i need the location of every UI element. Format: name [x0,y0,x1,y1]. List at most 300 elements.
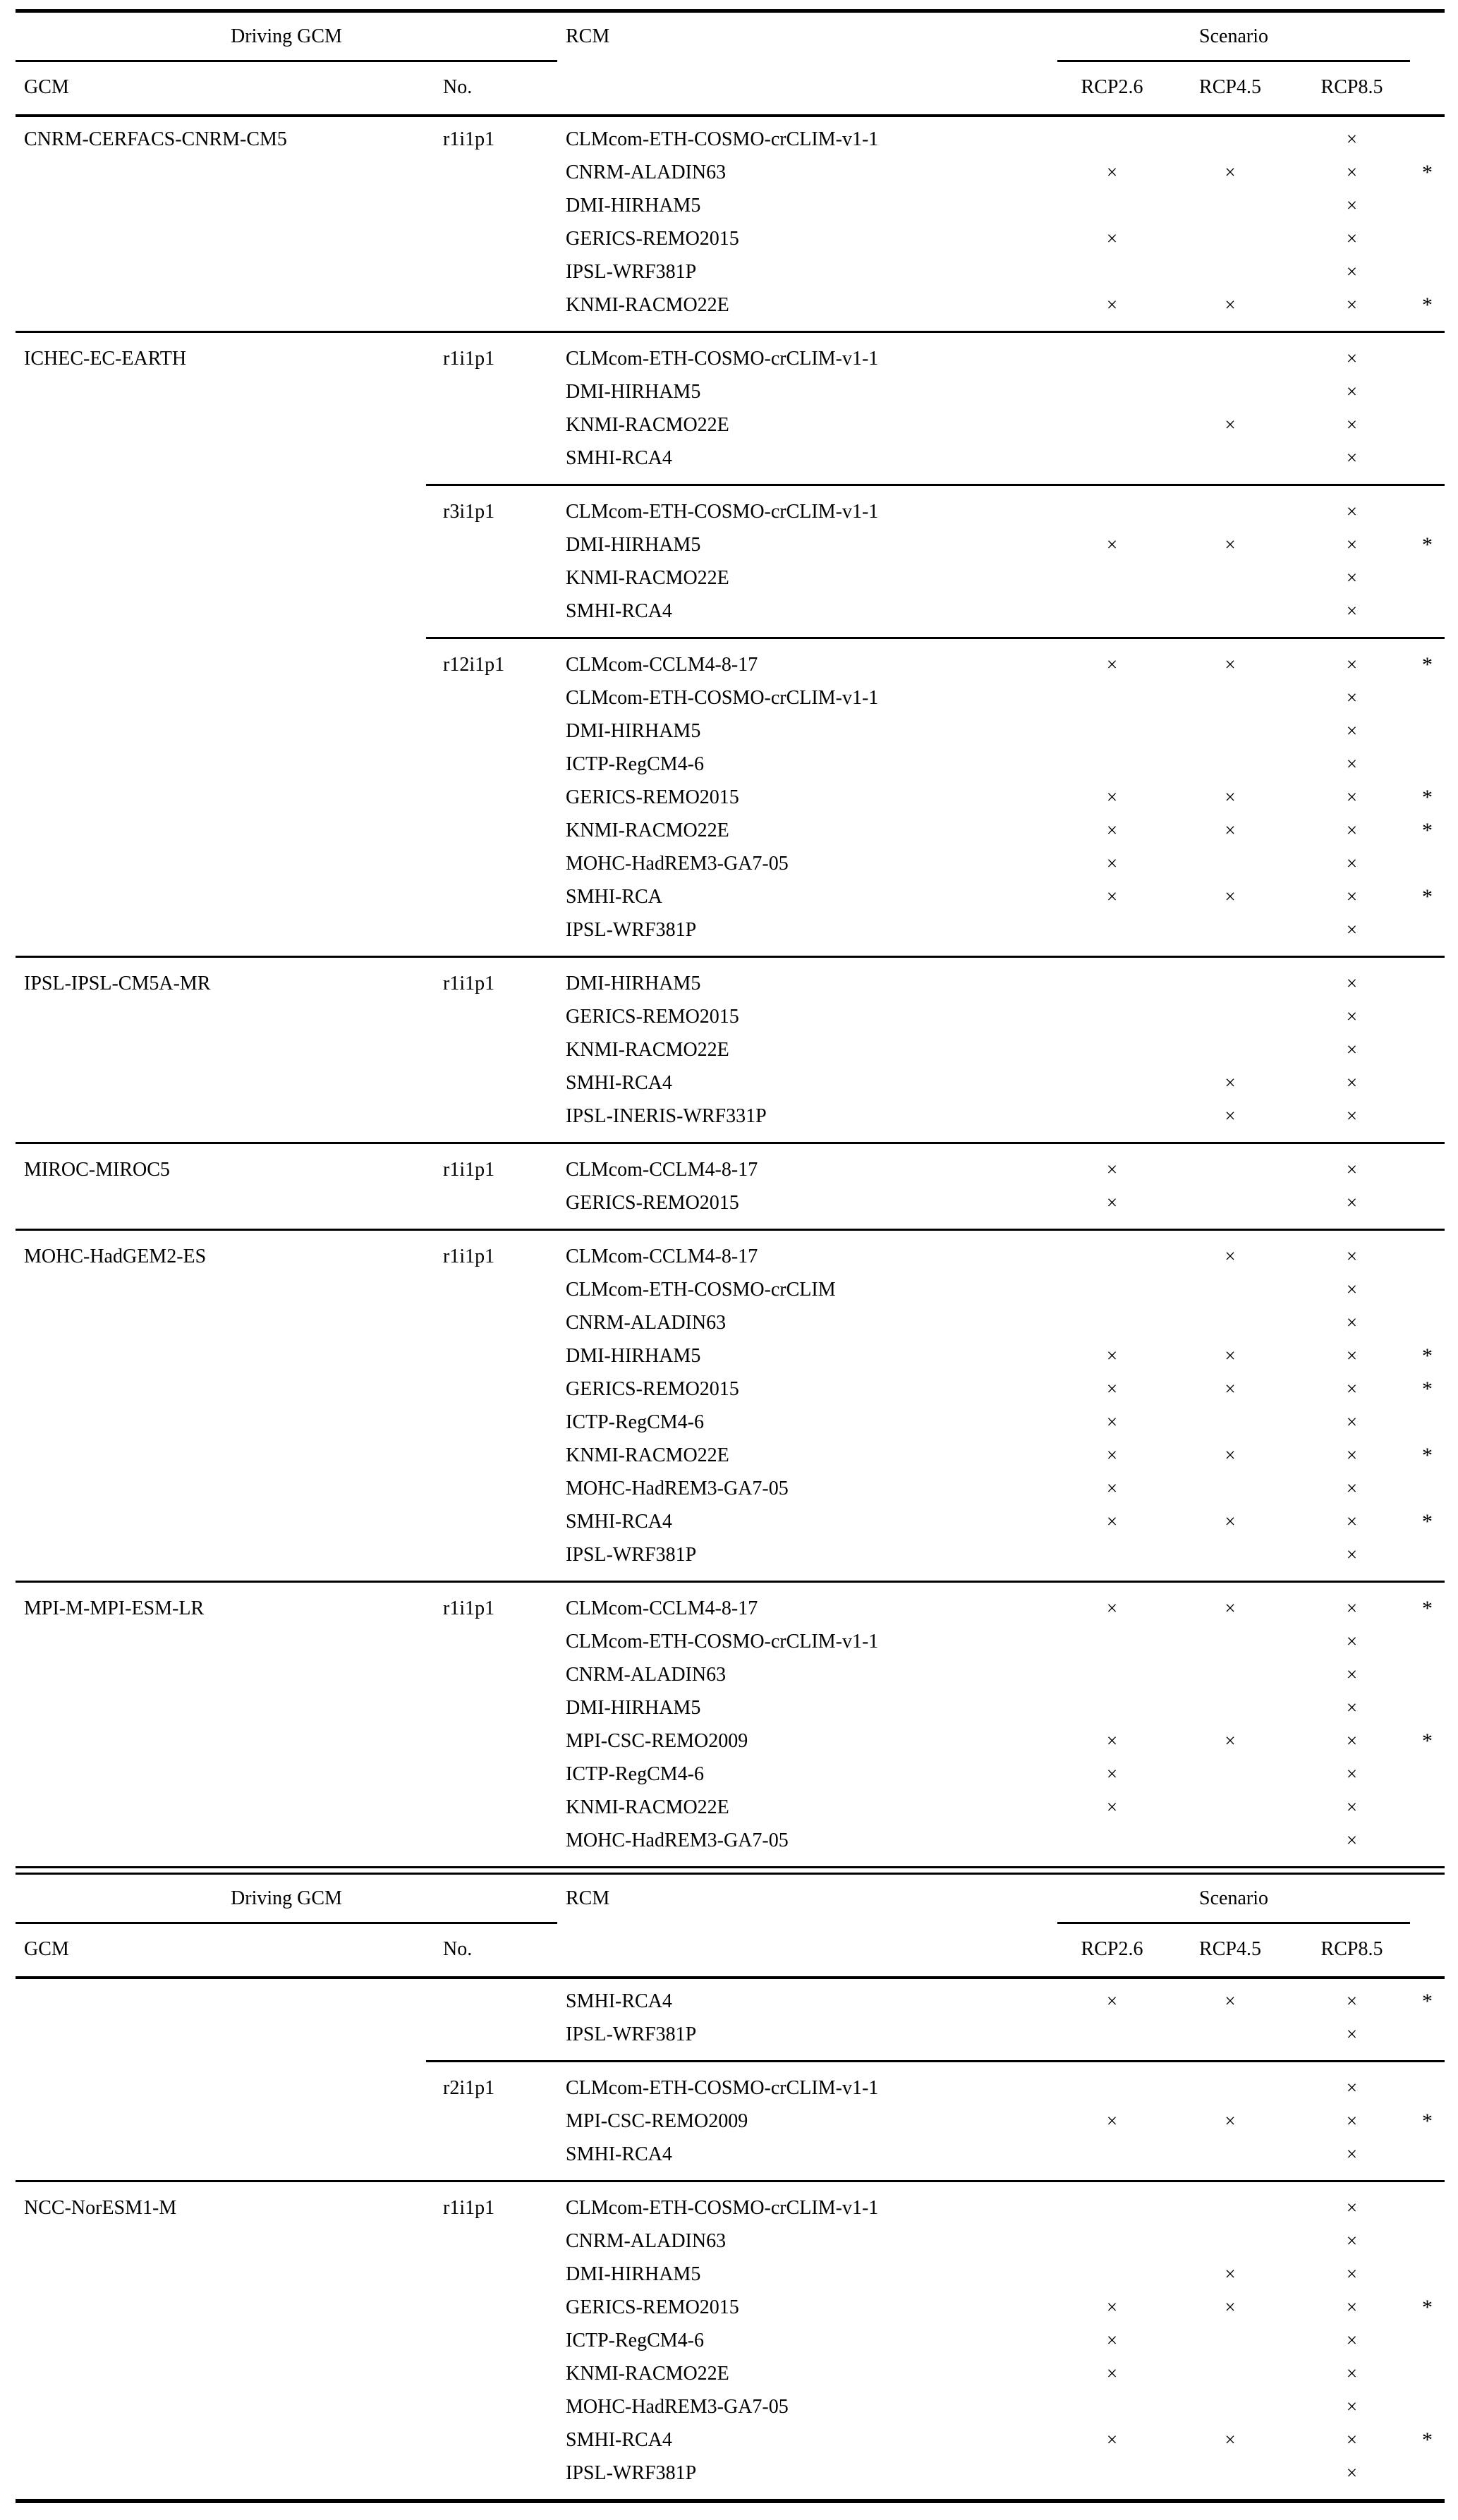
ensemble-member-cell [439,1066,557,1100]
priority-star-cell: * [1422,1990,1433,2013]
rcp45-mark-cell: × [1225,1511,1236,1532]
ensemble-member-cell [439,880,557,913]
rcm-cell: IPSL-INERIS-WRF331P [566,1105,767,1127]
priority-star-cell [1410,2357,1445,2390]
rcp45-mark-cell: × [1225,1378,1236,1399]
table-row [16,1273,1445,1306]
gcm-cell [16,1538,439,1571]
rcp85-mark-cell: × [1346,1246,1358,1267]
rcp45-mark-cell [1167,495,1294,528]
rcp85-mark-cell: × [1346,886,1358,907]
gcm-cell [16,1758,439,1791]
priority-star-cell [1410,1186,1445,1219]
priority-star-cell: * [1422,2428,1433,2452]
table-row [16,1758,1445,1791]
rcm-cell: IPSL-WRF381P [566,919,697,941]
rcp26-mark-cell [1057,1824,1167,1857]
priority-star-cell: * [1422,786,1433,809]
rcm-cell: IPSL-WRF381P [566,261,697,283]
rcp85-mark-cell: × [1346,1378,1358,1399]
gcm-cell [16,1625,439,1658]
priority-star-cell [1410,1033,1445,1066]
rcm-cell: DMI-HIRHAM5 [566,1697,701,1719]
rcm-cell: CLMcom-ETH-COSMO-crCLIM-v1-1 [566,501,879,523]
rcp26-mark-cell [1057,681,1167,714]
table-part-1 [16,0,1445,1868]
table-row [16,2071,1445,2105]
rcp45-mark-cell [1167,1472,1294,1505]
rcm-cell: SMHI-RCA4 [566,447,672,469]
table-row [16,748,1445,781]
priority-star-cell [1410,847,1445,880]
rcm-cell: ICTP-RegCM4-6 [566,1411,704,1433]
priority-star-cell [1410,375,1445,408]
rcp26-mark-cell: × [1106,1763,1118,1784]
ensemble-member-cell: r3i1p1 [443,501,495,523]
gcm-cell [16,2018,439,2051]
rcp85-mark-cell: × [1346,1631,1358,1652]
priority-star-cell [1410,1758,1445,1791]
rcm-cell: GERICS-REMO2015 [566,1378,739,1400]
rcm-cell: MOHC-HadREM3-GA7-05 [566,2396,789,2418]
rcp26-mark-cell: × [1106,2110,1118,2131]
priority-star-cell [1410,1153,1445,1186]
ensemble-member-cell [439,375,557,408]
table-row [16,2191,1445,2224]
ensemble-member-cell: r2i1p1 [443,2077,495,2099]
priority-star-cell: * [1422,2296,1433,2319]
star-column-header [1410,1875,1445,1924]
ensemble-member-cell: r1i1p1 [443,1597,495,1619]
gcm-cell: IPSL-IPSL-CM5A-MR [24,973,211,994]
rcp26-mark-cell [1057,2224,1167,2258]
rcp85-mark-cell: × [1346,2396,1358,2417]
rcp26-mark-cell [1057,495,1167,528]
table-row [16,1824,1445,1857]
rcp45-mark-cell: × [1225,886,1236,907]
ensemble-member-cell [439,561,557,595]
rcp45-mark-cell [1167,1306,1294,1339]
rcp45-mark-cell [1167,847,1294,880]
ensemble-member-cell [439,1406,557,1439]
priority-star-cell [1410,1240,1445,1273]
priority-star-cell [1410,2191,1445,2224]
rcp26-mark-cell [1057,748,1167,781]
rcp45-mark-cell [1167,967,1294,1000]
rcp85-mark-cell: × [1346,654,1358,675]
ensemble-member-cell [439,1658,557,1691]
gcm-cell [16,2138,439,2171]
table-row [16,2138,1445,2171]
rcm-cell: MPI-CSC-REMO2009 [566,1730,748,1752]
gcm-cell [16,1100,439,1133]
ensemble-member-cell [439,1000,557,1033]
priority-star-cell [1410,1625,1445,1658]
ensemble-member-cell [439,2324,557,2357]
rcp26-mark-cell: × [1106,294,1118,315]
priority-star-cell: * [1422,533,1433,556]
rcp26-mark-cell: × [1106,786,1118,808]
gcm-cell [16,408,439,442]
rcp45-mark-cell: × [1225,820,1236,841]
rcp26-mark-cell: × [1106,1730,1118,1751]
rcp45-mark-cell: × [1225,2263,1236,2284]
ensemble-member-cell [439,189,557,222]
rcp45-mark-cell [1167,1406,1294,1439]
rcm-cell: CLMcom-CCLM4-8-17 [566,654,758,676]
rcp85-mark-cell: × [1346,1697,1358,1718]
rcp85-mark-cell: × [1346,820,1358,841]
col-group-scenario: Scenario [1057,13,1410,62]
ensemble-member-cell [439,1625,557,1658]
rcp85-mark-cell: × [1346,1312,1358,1333]
rcp45-mark-cell [1167,1000,1294,1033]
ensemble-member-cell [439,2457,557,2490]
table-row [16,681,1445,714]
rcp26-mark-cell: × [1106,1411,1118,1432]
rcp85-mark-cell: × [1346,1544,1358,1565]
ensemble-member-cell [439,1472,557,1505]
rcp26-mark-cell [1057,342,1167,375]
rcm-cell: CLMcom-ETH-COSMO-crCLIM-v1-1 [566,2197,879,2219]
gcm-cell [16,2423,439,2457]
rcp26-mark-cell: × [1106,853,1118,874]
priority-star-cell: * [1422,161,1433,184]
col-header-no: No. [443,1938,473,1960]
gcm-cell [16,2291,439,2324]
rcp26-mark-cell [1057,1100,1167,1133]
ensemble-member-cell [439,528,557,561]
header-bottom-rule [16,1976,1445,1979]
table-row [16,1439,1445,1472]
rcp85-mark-cell: × [1346,687,1358,708]
table-row [16,2018,1445,2051]
rcp26-mark-cell [1057,1000,1167,1033]
rcm-cell: GERICS-REMO2015 [566,228,739,250]
priority-star-cell [1410,2457,1445,2490]
rcp85-mark-cell: × [1346,1478,1358,1499]
table-row [16,1100,1445,1133]
rcm-cell: KNMI-RACMO22E [566,1039,729,1061]
rcp45-mark-cell [1167,681,1294,714]
rcm-cell: CLMcom-ETH-COSMO-crCLIM-v1-1 [566,1631,879,1652]
ensemble-member-cell [439,2138,557,2171]
table-row [16,123,1445,156]
rcp85-mark-cell: × [1346,786,1358,808]
priority-star-cell [1410,1100,1445,1133]
rcm-cell: ICTP-RegCM4-6 [566,1763,704,1785]
rcm-cell: MOHC-HadREM3-GA7-05 [566,1478,789,1499]
ensemble-member-cell [439,847,557,880]
priority-star-cell [1410,2071,1445,2105]
table-row [16,1240,1445,1273]
rcp85-mark-cell: × [1346,567,1358,588]
priority-star-cell [1410,1538,1445,1571]
star-column-header-spacer [1410,1924,1445,1976]
gcm-cell: NCC-NorESM1-M [24,2197,177,2219]
priority-star-cell [1410,2018,1445,2051]
rcm-cell: SMHI-RCA4 [566,2429,672,2451]
table-row [16,1306,1445,1339]
rcm-cell: DMI-HIRHAM5 [566,195,701,217]
ensemble-member-cell [439,748,557,781]
rcp26-mark-cell: × [1106,1345,1118,1366]
rcm-cell: IPSL-WRF381P [566,1544,697,1566]
col-group-driving-gcm: Driving GCM [16,13,557,62]
rcp26-mark-cell [1057,1066,1167,1100]
table-row [16,189,1445,222]
ensemble-member-cell [439,714,557,748]
table-row [16,1339,1445,1372]
gcm-cell [16,781,439,814]
rcp45-mark-cell [1167,1824,1294,1857]
star-column-header-spacer [1410,62,1445,114]
rcm-cell: SMHI-RCA4 [566,1072,672,1094]
rcp85-mark-cell: × [1346,294,1358,315]
table-row [16,1658,1445,1691]
ensemble-member-cell [439,2258,557,2291]
rcm-cell: KNMI-RACMO22E [566,567,729,589]
ensemble-member-cell: r1i1p1 [443,973,495,994]
rcp45-mark-cell: × [1225,1345,1236,1366]
rcp26-mark-cell [1057,1273,1167,1306]
priority-star-cell: * [1422,653,1433,676]
table-row [16,1406,1445,1439]
priority-star-cell [1410,1658,1445,1691]
rcp45-mark-cell [1167,2457,1294,2490]
table-row [16,2324,1445,2357]
rcp26-mark-cell: × [1106,228,1118,249]
ensemble-member-cell [439,1439,557,1472]
rcm-cell: MOHC-HadREM3-GA7-05 [566,853,789,875]
gcm-cell [16,1505,439,1538]
rcp85-mark-cell: × [1346,2110,1358,2131]
table-row [16,714,1445,748]
rcp26-mark-cell [1057,1033,1167,1066]
priority-star-cell [1410,595,1445,628]
rcp45-mark-cell [1167,1758,1294,1791]
rcp26-mark-cell: × [1106,1444,1118,1466]
rcp45-mark-cell [1167,748,1294,781]
gcm-cell [16,1406,439,1439]
table-row [16,1472,1445,1505]
rcp85-mark-cell: × [1346,228,1358,249]
table-row [16,2224,1445,2258]
rcp45-mark-cell: × [1225,162,1236,183]
rcp26-mark-cell: × [1106,1597,1118,1619]
rcm-cell: GERICS-REMO2015 [566,1006,739,1028]
table-row [16,2291,1445,2324]
rcp85-mark-cell: × [1346,1763,1358,1784]
priority-star-cell [1410,189,1445,222]
ensemble-member-cell [439,222,557,255]
table-row [16,1691,1445,1724]
gcm-cell [16,222,439,255]
header-subrow [16,62,1445,114]
table-row [16,2423,1445,2457]
gcm-cell [16,847,439,880]
rcp85-mark-cell: × [1346,447,1358,468]
rcp26-mark-cell: × [1106,820,1118,841]
rcm-cell: CLMcom-CCLM4-8-17 [566,1246,758,1267]
ensemble-member-cell [439,1791,557,1824]
rcp26-mark-cell [1057,1538,1167,1571]
rcm-cell: CLMcom-CCLM4-8-17 [566,1159,758,1181]
rcp26-mark-cell: × [1106,1796,1118,1818]
rcp85-mark-cell: × [1346,2296,1358,2318]
gcm-cell [16,1439,439,1472]
table-row [16,847,1445,880]
rcp85-mark-cell: × [1346,1511,1358,1532]
rcm-cell: KNMI-RACMO22E [566,1444,729,1466]
rcp45-mark-cell [1167,1691,1294,1724]
rcp26-mark-cell: × [1106,2363,1118,2384]
col-header-rcm: RCM [566,1887,610,1909]
rcp45-mark-cell [1167,913,1294,946]
priority-star-cell: * [1422,1510,1433,1533]
rcp85-mark-cell: × [1346,720,1358,741]
rcp45-mark-cell [1167,595,1294,628]
rcp45-mark-cell: × [1225,786,1236,808]
ensemble-member-cell: r1i1p1 [443,2197,495,2219]
rcp85-mark-cell: × [1346,2462,1358,2483]
rcp45-mark-cell: × [1225,414,1236,435]
rcm-cell: MPI-CSC-REMO2009 [566,2110,748,2132]
col-header-rcp26: RCP2.6 [1081,1938,1143,1960]
ensemble-member-cell [439,1691,557,1724]
rcp45-mark-cell: × [1225,1072,1236,1093]
priority-star-cell [1410,1791,1445,1824]
rcp26-mark-cell [1057,189,1167,222]
ensemble-member-cell: r12i1p1 [443,654,505,676]
rcm-cell: IPSL-WRF381P [566,2462,697,2484]
rcp85-mark-cell: × [1346,600,1358,621]
gcm-cell: MOHC-HadGEM2-ES [24,1246,207,1267]
ensemble-member-cell [439,2423,557,2457]
table-row [16,1372,1445,1406]
rcp85-mark-cell: × [1346,2023,1358,2045]
priority-star-cell: * [1422,819,1433,842]
rcp45-mark-cell [1167,2191,1294,2224]
table-row [16,781,1445,814]
col-header-gcm: GCM [24,1938,69,1960]
subgroup-separator-rule [426,2060,1445,2062]
ensemble-member-cell [439,1538,557,1571]
rcp45-mark-cell: × [1225,2296,1236,2318]
rcp26-mark-cell [1057,2138,1167,2171]
table-row [16,595,1445,628]
rcp26-mark-cell [1057,1240,1167,1273]
ensemble-member-cell [439,1724,557,1758]
gcm-cell [16,1000,439,1033]
rcp26-mark-cell [1057,1625,1167,1658]
rcp85-mark-cell: × [1346,261,1358,282]
rcp45-mark-cell [1167,2390,1294,2423]
table-row [16,648,1445,681]
rcp85-mark-cell: × [1346,2330,1358,2351]
gcm-cell [16,2258,439,2291]
priority-star-cell [1410,561,1445,595]
col-header-rcp26: RCP2.6 [1081,76,1143,98]
gcm-cell [16,748,439,781]
priority-star-cell [1410,1472,1445,1505]
ensemble-member-cell [439,408,557,442]
ensemble-member-cell [439,156,557,189]
rcp45-mark-cell [1167,2071,1294,2105]
rcm-cell: SMHI-RCA4 [566,1990,672,2012]
table-row [16,880,1445,913]
gcm-cell [16,595,439,628]
table-row [16,1186,1445,1219]
rcp26-mark-cell: × [1106,886,1118,907]
gcm-cell [16,714,439,748]
priority-star-cell [1410,967,1445,1000]
table-row [16,1505,1445,1538]
gcm-cell: MPI-M-MPI-ESM-LR [24,1597,205,1619]
rcm-cell: DMI-HIRHAM5 [566,720,701,742]
header-group-row [16,1875,1445,1924]
rcp26-mark-cell [1057,967,1167,1000]
gcm-cell [16,375,439,408]
rcm-name-column-spacer [557,1924,1057,1976]
rcp45-mark-cell: × [1225,534,1236,555]
rcp45-mark-cell: × [1225,1597,1236,1619]
rcp45-mark-cell [1167,561,1294,595]
rcp26-mark-cell [1057,2071,1167,2105]
header-subrow [16,1924,1445,1976]
gcm-cell [16,2324,439,2357]
table-row [16,156,1445,189]
ensemble-member-cell [439,814,557,847]
rcp45-mark-cell [1167,1538,1294,1571]
rcp85-mark-cell: × [1346,1830,1358,1851]
rcp45-mark-cell [1167,442,1294,475]
ensemble-member-cell [439,1100,557,1133]
priority-star-cell: * [1422,1729,1433,1753]
ensemble-member-cell [439,2105,557,2138]
rcp26-mark-cell [1057,408,1167,442]
gcm-cell [16,1472,439,1505]
rcp85-mark-cell: × [1346,1105,1358,1126]
col-group-driving-gcm: Driving GCM [16,1875,557,1924]
rcp85-mark-cell: × [1346,1796,1358,1818]
rcp45-mark-cell [1167,1658,1294,1691]
gcm-cell [16,1066,439,1100]
rcp45-mark-cell [1167,1273,1294,1306]
gcm-cell [16,1306,439,1339]
col-header-rcp45: RCP4.5 [1199,76,1261,98]
priority-star-cell: * [1422,1377,1433,1401]
col-header-rcp85: RCP8.5 [1320,76,1383,98]
gcm-cell [16,913,439,946]
gcm-cell [16,814,439,847]
gcm-cell [16,495,439,528]
priority-star-cell [1410,681,1445,714]
rcp45-mark-cell: × [1225,1730,1236,1751]
priority-star-cell [1410,1273,1445,1306]
ensemble-member-cell [439,1339,557,1372]
table-row [16,2390,1445,2423]
group-separator-rule [16,2180,1445,2182]
rcp26-mark-cell: × [1106,1990,1118,2011]
rcp45-mark-cell [1167,714,1294,748]
gcm-cell: MIROC-MIROC5 [24,1159,170,1181]
gcm-cell [16,2224,439,2258]
table-row [16,1000,1445,1033]
table-row [16,1538,1445,1571]
gcm-cell [16,2357,439,2390]
rcp45-mark-cell [1167,375,1294,408]
